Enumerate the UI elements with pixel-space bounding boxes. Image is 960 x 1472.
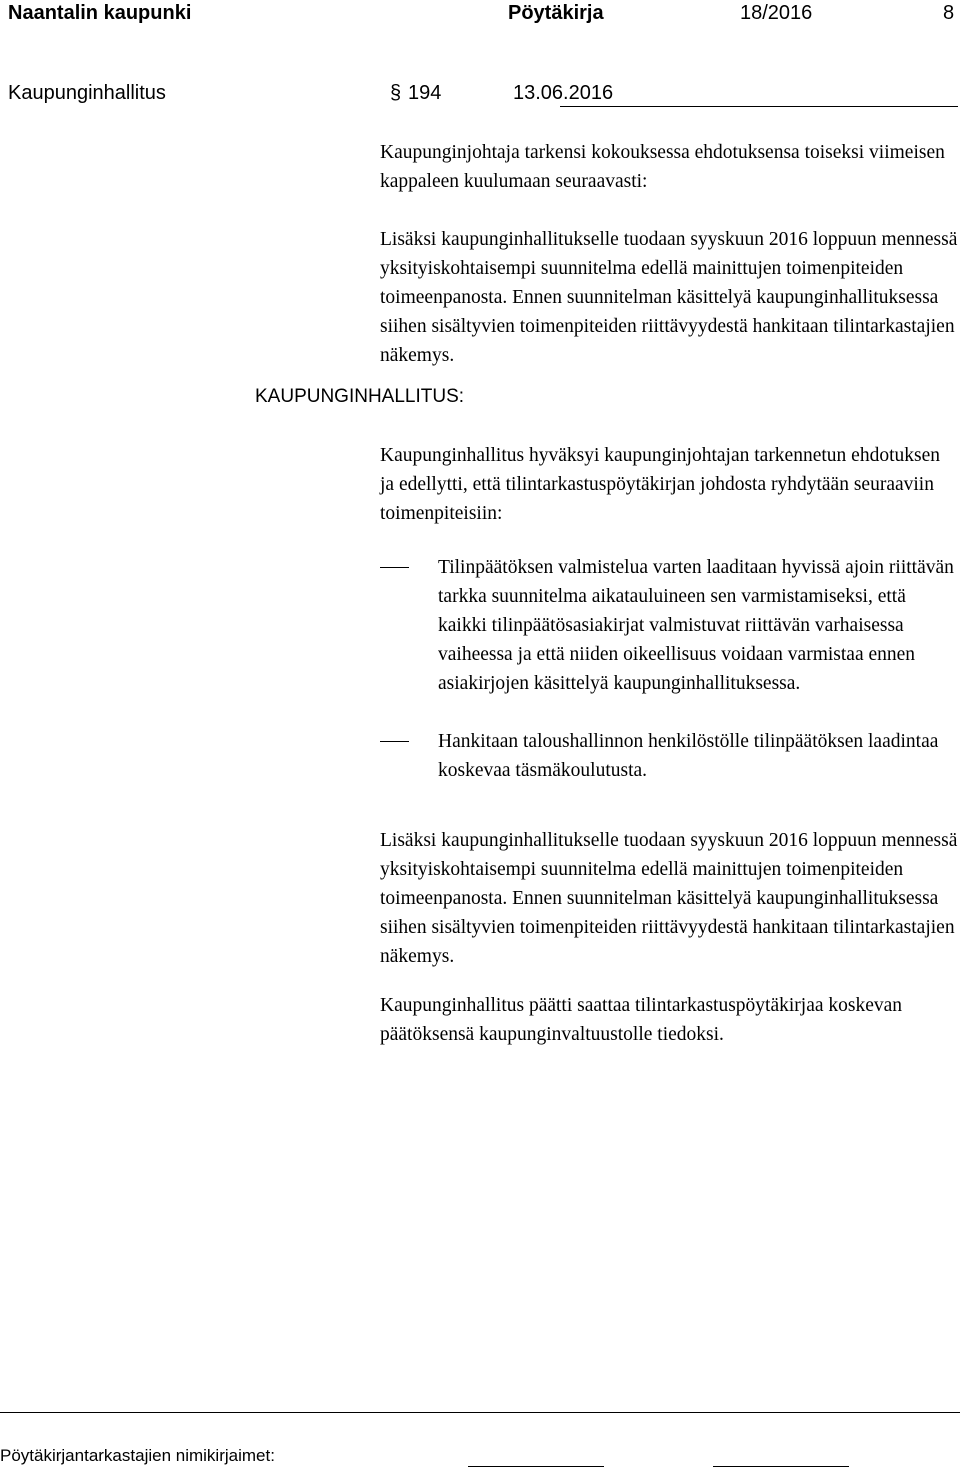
meeting-date: 13.06.2016 — [513, 82, 614, 104]
decision-label: KAUPUNGINHALLITUS: — [255, 386, 465, 407]
signatures-label: Pöytäkirjantarkastajien nimikirjaimet: — [0, 1446, 275, 1465]
document-type: Pöytäkirja — [508, 2, 604, 24]
organization-name: Naantalin kaupunki — [8, 2, 192, 24]
plan-paragraph: Lisäksi kaupunginhallitukselle tuodaan syyskuun 2016 loppuun mennessä yksityiskohtaisempi suunnitelma edellä mainittujen toimenpiteiden toimeenpanosta. Ennen suunnitelman käsittelyä kaupunginhallituksessa siihen sisältyvien toimenpiteiden riittävyydestä hankitaan tilintarkastajien näkemys. — [380, 830, 958, 967]
dash-bullet-icon — [380, 567, 409, 568]
section-number: 194 — [408, 82, 442, 104]
page-header — [8, 0, 955, 30]
section-sign: § — [390, 82, 402, 104]
final-decision-paragraph: Kaupunginhallitus päätti saattaa tilintarkastuspöytäkirjaa koskevan päätöksensä kaupunginvaltuustolle tiedoksi. — [380, 995, 903, 1045]
governing-body: Kaupunginhallitus — [8, 82, 166, 104]
footer-rule — [0, 1412, 960, 1413]
list-item: Hankitaan taloushallinnon henkilöstölle tilinpäätöksen laadintaa koskevaa täsmäkoulutusta. — [380, 727, 958, 785]
mayor-clarification-paragraph: Kaupunginjohtaja tarkensi kokouksessa ehdotuksensa toiseksi viimeisen kappaleen kuulumaan seuraavasti: — [380, 142, 945, 192]
amended-proposal-paragraph: Lisäksi kaupunginhallitukselle tuodaan syyskuun 2016 loppuun mennessä yksityiskohtaisempi suunnitelma edellä mainittujen toimenpiteiden toimeenpanosta. Ennen suunnitelman käsittelyä kaupunginhallituksessa siihen sisältyvien toimenpiteiden riittävyydestä hankitaan tilintarkastajien näkemys. — [380, 229, 958, 366]
list-item: Tilinpäätöksen valmistelua varten laaditaan hyvissä ajoin riittävän tarkka suunnitelma aikatauluineen sen varmistamiseksi, että kaikki tilinpäätösasiakirjat valmistuvat riittävän varhaisessa vaiheessa ja että niiden oikeellisuus voidaan varmistaa ennen asiakirjojen käsittelyä kaupunginhallituksessa. — [380, 553, 958, 698]
document-number: 18/2016 — [740, 2, 813, 24]
header-rule — [560, 106, 958, 107]
signature-line — [713, 1466, 849, 1467]
decision-intro-paragraph: Kaupunginhallitus hyväksyi kaupunginjohtajan tarkennetun ehdotuksen ja edellytti, että tilintarkastuspöytäkirjan johdosta ryhdytään seuraaviin toimenpiteisiin: — [380, 445, 940, 524]
page-number: 8 — [943, 2, 955, 24]
signature-line — [468, 1466, 604, 1467]
dash-bullet-icon — [380, 741, 409, 742]
measures-list — [380, 553, 958, 785]
